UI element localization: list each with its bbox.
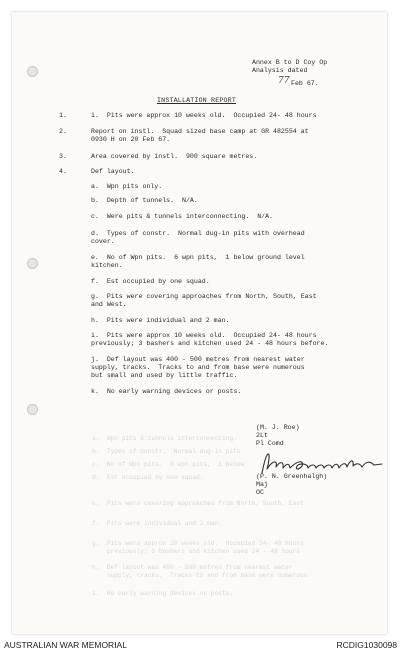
show-through-text: supply, tracks. Tracks to and from base were numerous xyxy=(92,572,308,579)
sub-item-d-line2: cover. xyxy=(91,238,115,245)
signatory-roe-name: (M. J. Roe) xyxy=(256,424,300,431)
annex-reference: Annex B to D Coy Op xyxy=(252,59,328,66)
handwritten-day: 77 xyxy=(278,76,290,86)
signatory-greenhalgh-name: (P. N. Greenhalgh) xyxy=(256,473,328,480)
signatory-greenhalgh-role: OC xyxy=(256,489,264,496)
sub-item-i-line2: previously; 3 bashers and kitchen used 24 - 48 hours before. xyxy=(91,340,329,347)
show-through-text: d. Est occupied by one squad. xyxy=(92,474,204,481)
report-on-line2: 0930 H on 20 Feb 67. xyxy=(91,136,171,143)
punch-hole xyxy=(27,258,38,269)
report-by: i. Pits were approx 10 weeks old. Occupied 24- 48 hours xyxy=(91,112,317,119)
sub-item-k: k. No early warning devices or posts. xyxy=(91,388,242,395)
para-number: 4. xyxy=(59,168,67,175)
sub-item-g-line2: and West. xyxy=(91,301,127,308)
punch-hole xyxy=(27,66,38,77)
signatory-roe-role: Pl Comd xyxy=(256,440,284,447)
sub-item-d-line1: d. Types of constr. Normal dug-in pits with overhead xyxy=(91,230,305,237)
show-through-text: f. Pits were individual and 2 man. xyxy=(92,520,222,527)
footer-source: AUSTRALIAN WAR MEMORIAL xyxy=(4,640,127,650)
sub-item-j-line2: supply, tracks. Tracks to and from base were numerous xyxy=(91,364,305,371)
sub-item-i-line1: i. Pits were approx 10 weeks old. Occupied 24- 48 hours xyxy=(91,332,317,339)
signatory-greenhalgh-rank: Maj xyxy=(256,481,268,488)
page-title: INSTALLATION REPORT xyxy=(157,97,236,104)
report-on-line1: Report on instl. Squad sized base camp at GR 482554 at xyxy=(91,128,309,135)
sub-item-a: a. Wpn pits only. xyxy=(91,183,163,190)
show-through-text: h. Def layout was 400 - 500 metres from nearest water xyxy=(92,564,293,571)
analysis-dated-label: Analysis dated xyxy=(252,67,308,74)
footer-record-id: RCDIG1030098 xyxy=(336,640,397,650)
sub-item-g-line1: g. Pits were covering approaches from North, South, East xyxy=(91,293,317,300)
show-through-text: previously; 3 bashers and kitchen used 24 - 48 hours xyxy=(92,548,300,555)
sub-item-e-line2: kitchen. xyxy=(91,262,123,269)
show-through-text: i. No early warning devices or posts. xyxy=(92,590,234,597)
sub-item-j-line1: j. Def layout was 400 - 500 metres from nearest water xyxy=(91,356,305,363)
sub-item-j-line3: but small and used by little traffic. xyxy=(91,372,238,379)
signatory-roe-rank: 2Lt xyxy=(256,432,268,439)
analysis-date: Feb 67. xyxy=(291,80,319,87)
sub-item-b: b. Depth of tunnels. N/A. xyxy=(91,197,198,204)
def-layout-heading: Def layout. xyxy=(91,168,135,175)
show-through-text: e. Pits were covering approaches from North, South, East xyxy=(92,500,304,507)
show-through-text: g. Pits were approx 10 weeks old. Occupied 24- 48 hours xyxy=(92,540,304,547)
show-through-text: b. Types of constr. Normal dug-in pits xyxy=(92,448,241,455)
area-covered: Area covered by instl. 900 square metres. xyxy=(91,153,258,160)
sub-item-h: h. Pits were individual and 2 man. xyxy=(91,317,230,324)
punch-hole xyxy=(27,404,38,415)
show-through-text: a. Wpn pits & tunnels interconnecting. xyxy=(92,435,237,442)
para-number: 3. xyxy=(59,153,67,160)
show-through-text: c. No of Wpn pits. 6 wpn pits, 1 below xyxy=(92,461,245,468)
sub-item-f: f. Est occupied by one squad. xyxy=(91,278,210,285)
sub-item-e-line1: e. No of Wpn pits. 6 wpn pits, 1 below ground level xyxy=(91,254,305,261)
para-number: 1. xyxy=(59,112,67,119)
sub-item-c: c. Were pits & tunnels interconnecting. N/A. xyxy=(91,213,274,220)
para-number: 2. xyxy=(59,128,67,135)
